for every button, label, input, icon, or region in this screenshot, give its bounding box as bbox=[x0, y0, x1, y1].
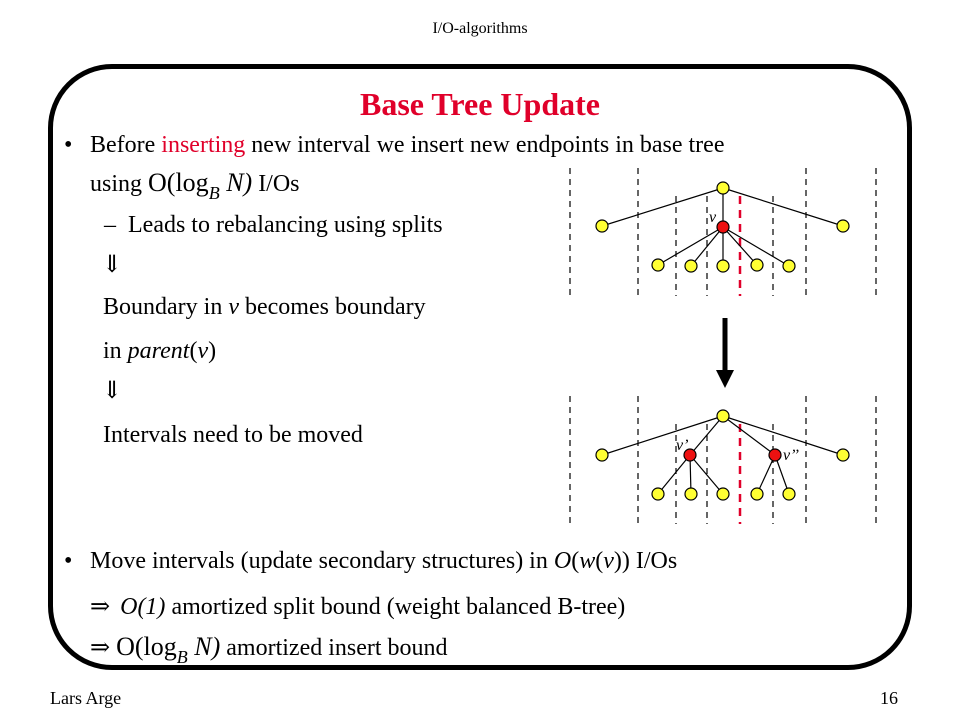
bullet-1-line-2: using $O(\log_B$ N) I/Os bbox=[90, 168, 300, 203]
down-arrow-2: ⇓ bbox=[102, 378, 123, 404]
bullet-2: Move intervals (update secondary structures) in O(w(v)) I/Os bbox=[90, 548, 678, 574]
sub-bullet-rebalancing: – Leads to rebalancing using splits bbox=[104, 212, 443, 238]
page-number: 16 bbox=[880, 688, 898, 708]
result-insert-bound: ⇒ $O(\log_B$ N) amortized insert bound bbox=[90, 632, 448, 667]
inserting-highlight: inserting bbox=[161, 132, 246, 158]
boundary-line-1: Boundary in v becomes boundary bbox=[103, 294, 426, 320]
boundary-line-2: in parent(v) bbox=[103, 338, 217, 364]
intervals-moved: Intervals need to be moved bbox=[103, 422, 363, 448]
tree-node bbox=[837, 449, 849, 461]
tree-node bbox=[751, 259, 763, 271]
footer-author: Lars Arge bbox=[50, 688, 122, 708]
down-arrow-1: ⇓ bbox=[102, 252, 123, 278]
bullet-1-line-1: Before inserting new interval we insert new endpoints in base tree bbox=[90, 132, 725, 158]
tree-node bbox=[652, 488, 664, 500]
label-v-prime: v’ bbox=[676, 437, 689, 454]
tree-node bbox=[685, 488, 697, 500]
tree-node bbox=[596, 220, 608, 232]
tree-node bbox=[783, 260, 795, 272]
math-log-b-n: $O(\log_B$ N) bbox=[148, 168, 253, 203]
split-node-v-double-prime bbox=[769, 449, 781, 461]
bullet-2-dot: • bbox=[64, 548, 73, 574]
label-v: v bbox=[709, 209, 717, 226]
label-v-double-prime: v’’ bbox=[783, 447, 799, 464]
tree-node bbox=[685, 260, 697, 272]
tree-node bbox=[717, 260, 729, 272]
arrow-head-icon bbox=[716, 370, 734, 388]
tree-node bbox=[717, 488, 729, 500]
tree-node bbox=[596, 449, 608, 461]
tree-node bbox=[652, 259, 664, 271]
bullet-dot: • bbox=[64, 132, 73, 158]
course-header: I/O-algorithms bbox=[432, 20, 528, 37]
tree-node bbox=[837, 220, 849, 232]
split-node-v bbox=[717, 221, 729, 233]
tree-node bbox=[751, 488, 763, 500]
tree-node bbox=[717, 182, 729, 194]
result-split-bound: ⇒ O(1) amortized split bound (weight balanced B-tree) bbox=[90, 594, 626, 620]
implies-icon: ⇒ bbox=[90, 594, 111, 620]
math-log-b-n: $O(\log_B$ N) bbox=[116, 632, 221, 667]
implies-icon: ⇒ bbox=[90, 635, 111, 661]
slide-title: Base Tree Update bbox=[360, 86, 600, 122]
tree-node bbox=[717, 410, 729, 422]
tree-node bbox=[783, 488, 795, 500]
